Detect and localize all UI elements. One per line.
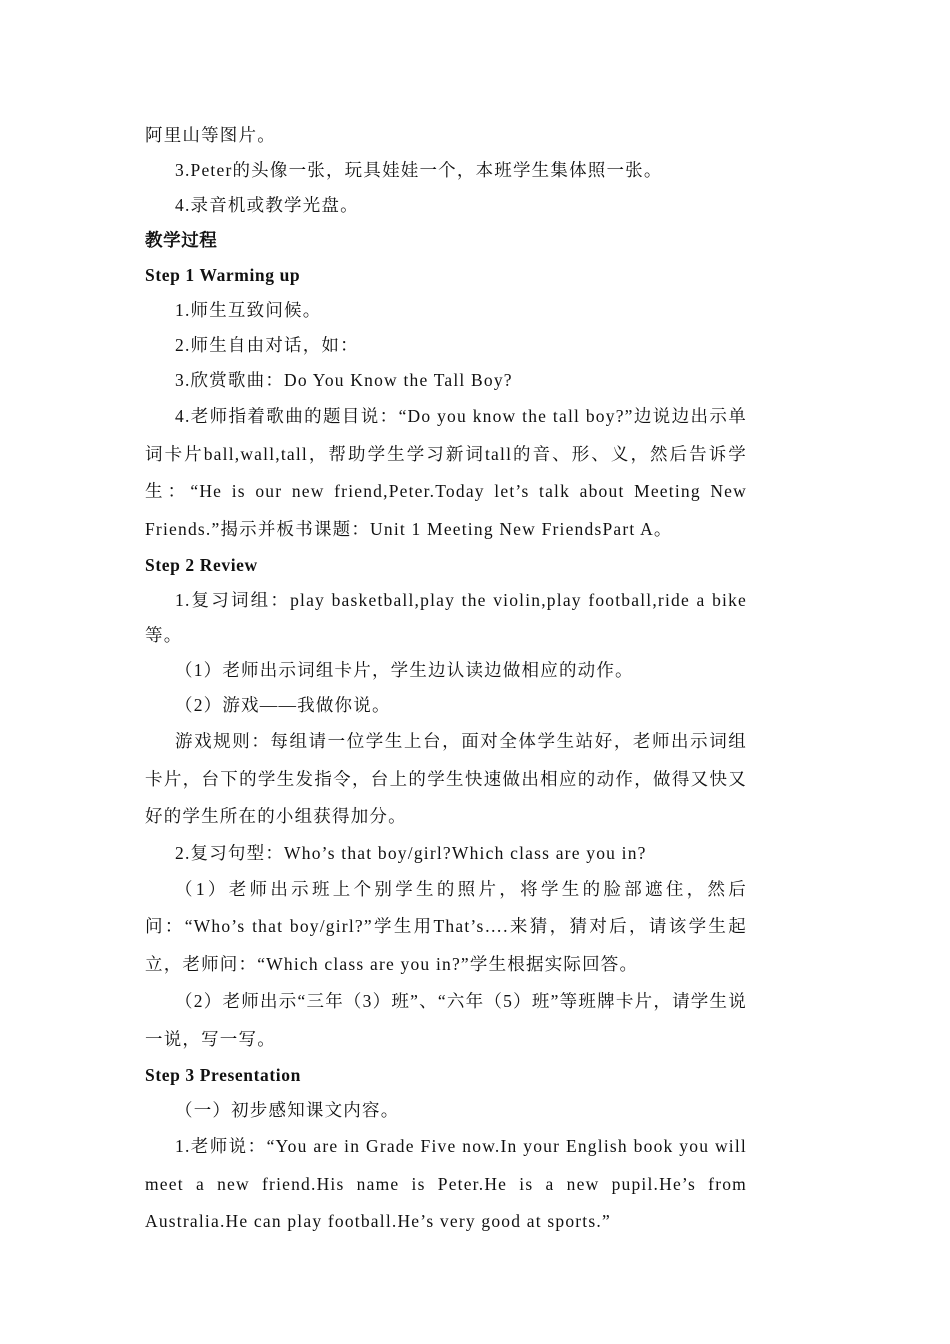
heading-teaching-process: 教学过程 xyxy=(145,230,218,250)
paragraph-materials-3: 3.Peter的头像一张，玩具娃娃一个，本班学生集体照一张。 xyxy=(175,160,663,180)
paragraph-step2-item1: 1.复习词组：play basketball,play the violin,play football,ride a bike等。 xyxy=(145,590,747,645)
paragraph-step3-item1: 1.老师说：“You are in Grade Five now.In your English book you will meet a new friend.His name is Peter.He is a new pupil.He’s from Australia.He can play football.He’s very good at sports.” xyxy=(145,1136,747,1231)
heading-step-1: Step 1 Warming up xyxy=(145,265,301,285)
paragraph-step1-item2: 2.师生自由对话，如： xyxy=(175,335,359,355)
paragraph-materials-4: 4.录音机或教学光盘。 xyxy=(175,195,359,215)
paragraph-step2-item2-sub2: （2）老师出示“三年（3）班”、“六年（5）班”等班牌卡片，请学生说一说，写一写。 xyxy=(145,991,747,1049)
paragraph-step2-sub1: （1）老师出示词组卡片，学生边认读边做相应的动作。 xyxy=(175,660,634,680)
paragraph-step2-item2-sub1: （1）老师出示班上个别学生的照片，将学生的脸部遮住，然后问：“Who’s that boy/girl?”学生用That’s….来猜，猜对后，请该学生起立，老师问：“Which class are you in?”学生根据实际回答。 xyxy=(145,878,747,974)
heading-step-2: Step 2 Review xyxy=(145,555,258,575)
paragraph-step3-part1: （一）初步感知课文内容。 xyxy=(175,1100,400,1120)
heading-step-3: Step 3 Presentation xyxy=(145,1065,301,1085)
paragraph-step1-item3: 3.欣赏歌曲：Do You Know the Tall Boy? xyxy=(175,370,513,390)
paragraph-materials-continued: 阿里山等图片。 xyxy=(145,125,276,145)
document-page xyxy=(145,118,747,1241)
paragraph-game-rules: 游戏规则：每组请一位学生上台，面对全体学生站好，老师出示词组卡片，台下的学生发指令，台上的学生快速做出相应的动作，做得又快又好的学生所在的小组获得加分。 xyxy=(145,731,747,826)
paragraph-step1-item1: 1.师生互致问候。 xyxy=(175,300,322,320)
paragraph-step1-item4: 4.老师指着歌曲的题目说：“Do you know the tall boy?”边说边出示单词卡片ball,wall,tall，帮助学生学习新词tall的音、形、义，然后告诉学生：“He is our new friend,Peter.Today let’s talk about Meeting New Friends.”揭示并板书课题：Unit 1 Meeting New FriendsPart A。 xyxy=(145,406,747,539)
paragraph-step2-item2: 2.复习句型：Who’s that boy/girl?Which class are you in? xyxy=(175,842,647,863)
paragraph-step2-sub2: （2）游戏——我做你说。 xyxy=(175,695,391,715)
